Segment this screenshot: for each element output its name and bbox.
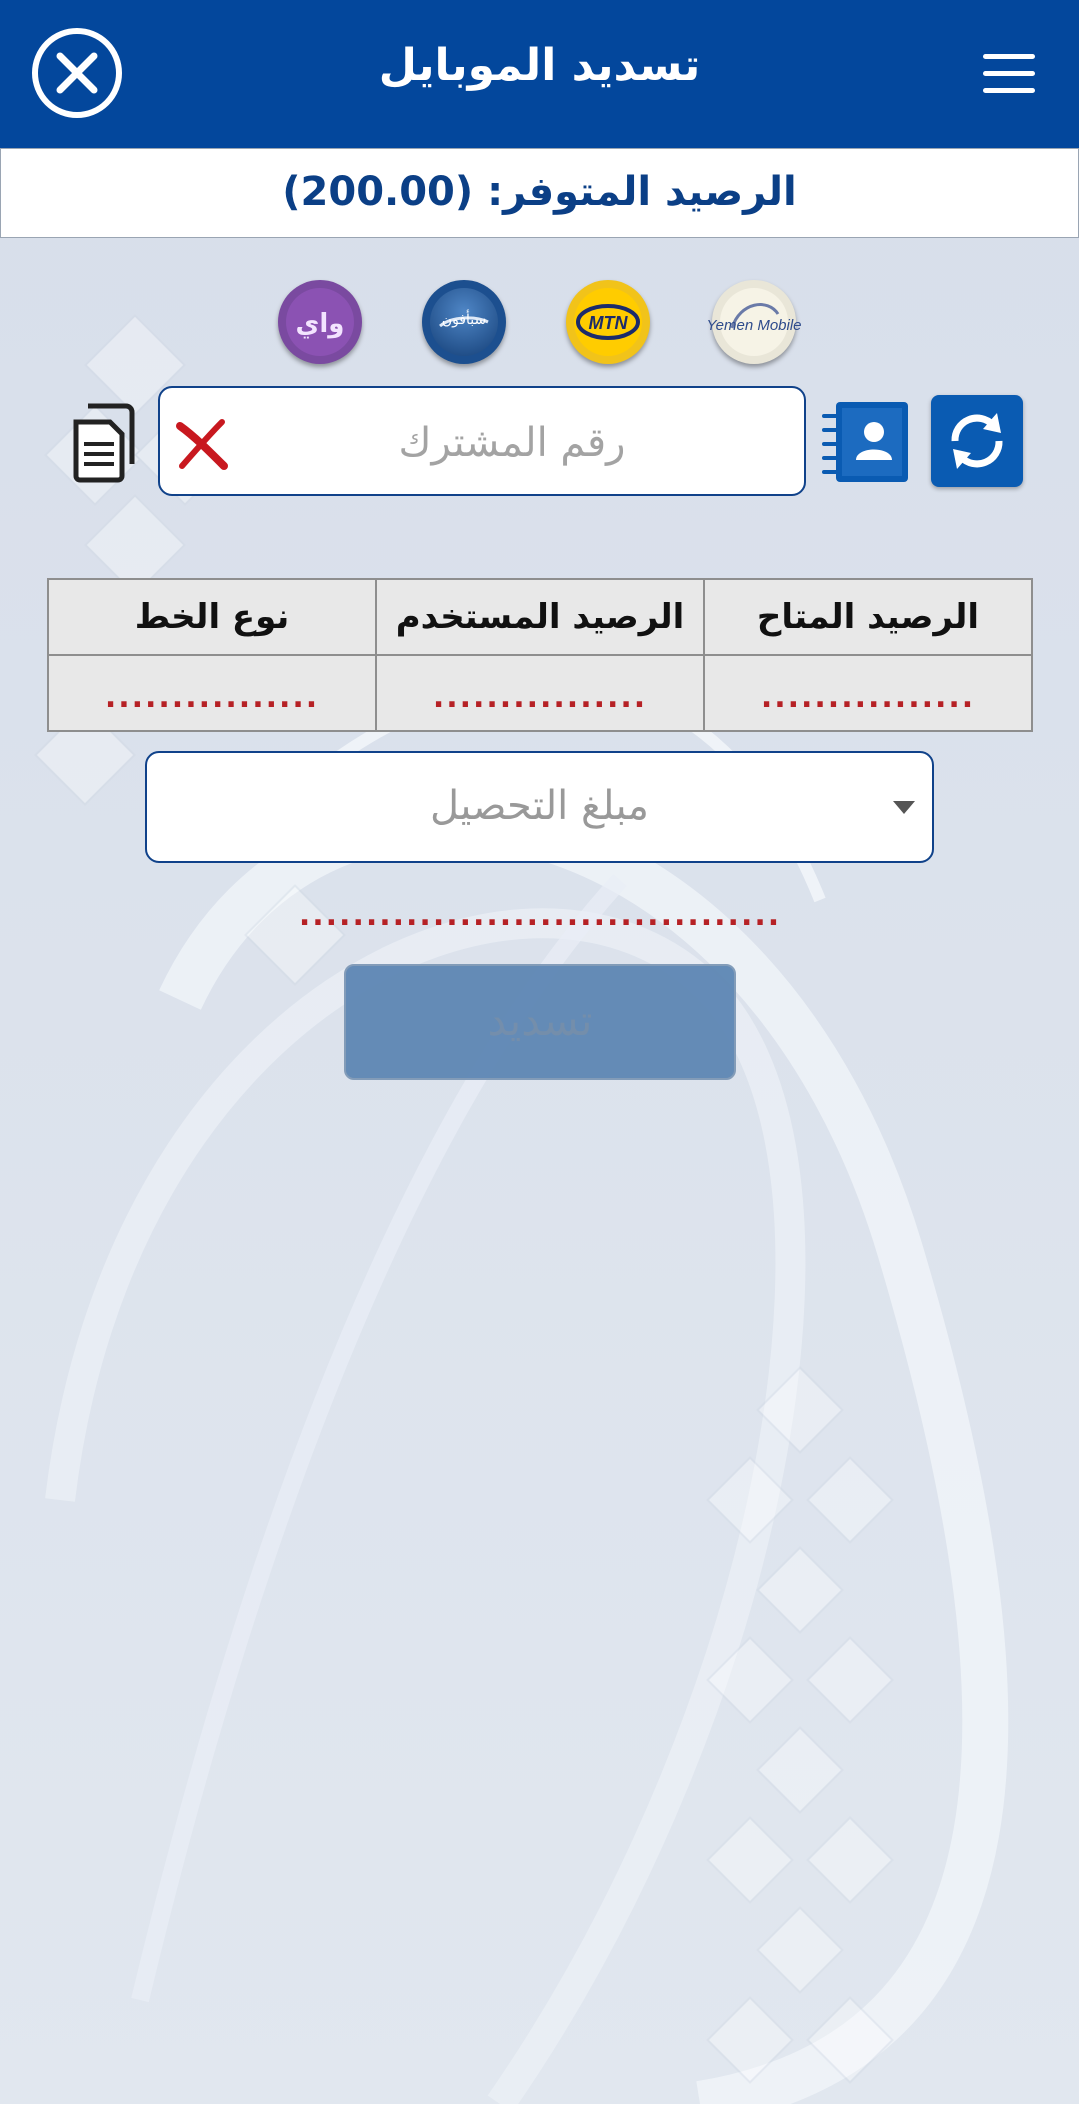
close-button[interactable] bbox=[30, 26, 124, 120]
amount-hint: .................................... bbox=[298, 898, 782, 933]
sabafon-logo bbox=[430, 288, 498, 356]
clear-button[interactable] bbox=[174, 416, 230, 472]
hamburger-menu-icon bbox=[983, 54, 1035, 59]
collection-amount-placeholder: مبلغ التحصيل bbox=[430, 783, 649, 829]
paste-button[interactable] bbox=[70, 402, 140, 482]
operator-mtn[interactable] bbox=[566, 280, 650, 364]
yemen-mobile-label: Yemen Mobile bbox=[706, 317, 802, 334]
contacts-book-icon bbox=[822, 398, 914, 486]
y-telecom-label: واي bbox=[295, 309, 345, 339]
balance-info-table bbox=[47, 578, 1033, 732]
operator-yemen-mobile[interactable] bbox=[706, 280, 802, 364]
chevron-down-icon bbox=[893, 801, 915, 814]
header-line-type: نوع الخط bbox=[48, 579, 376, 655]
header-used-balance: الرصيد المستخدم bbox=[376, 579, 704, 655]
available-balance: الرصيد المتوفر: (200.00) bbox=[282, 169, 797, 215]
mtn-label: MTN bbox=[588, 313, 628, 333]
app-header bbox=[0, 0, 1079, 148]
y-telecom-logo bbox=[286, 288, 354, 356]
sabafon-label: سبأفون bbox=[441, 312, 487, 328]
yemen-mobile-logo bbox=[706, 288, 802, 356]
value-used-balance: ................ bbox=[376, 655, 704, 731]
operator-y[interactable] bbox=[278, 280, 362, 364]
page-title: تسديد الموبايل bbox=[378, 40, 701, 91]
balance-bar bbox=[0, 148, 1079, 238]
contacts-button[interactable] bbox=[822, 398, 914, 486]
close-circle-icon bbox=[30, 26, 124, 120]
refresh-icon bbox=[931, 395, 1023, 487]
refresh-button[interactable] bbox=[931, 395, 1023, 487]
operator-sabafon[interactable] bbox=[422, 280, 506, 364]
paste-document-icon bbox=[70, 402, 140, 482]
subscriber-number-field bbox=[158, 386, 806, 496]
menu-button[interactable] bbox=[983, 54, 1035, 96]
submit-button[interactable]: تسديد bbox=[344, 964, 736, 1080]
mtn-logo bbox=[574, 288, 642, 356]
header-available-balance: الرصيد المتاح bbox=[704, 579, 1032, 655]
subscriber-number-input[interactable] bbox=[240, 412, 784, 474]
clear-x-icon bbox=[174, 416, 230, 472]
value-available-balance: ................ bbox=[704, 655, 1032, 731]
collection-amount-select[interactable] bbox=[145, 751, 934, 863]
value-line-type: ................ bbox=[48, 655, 376, 731]
